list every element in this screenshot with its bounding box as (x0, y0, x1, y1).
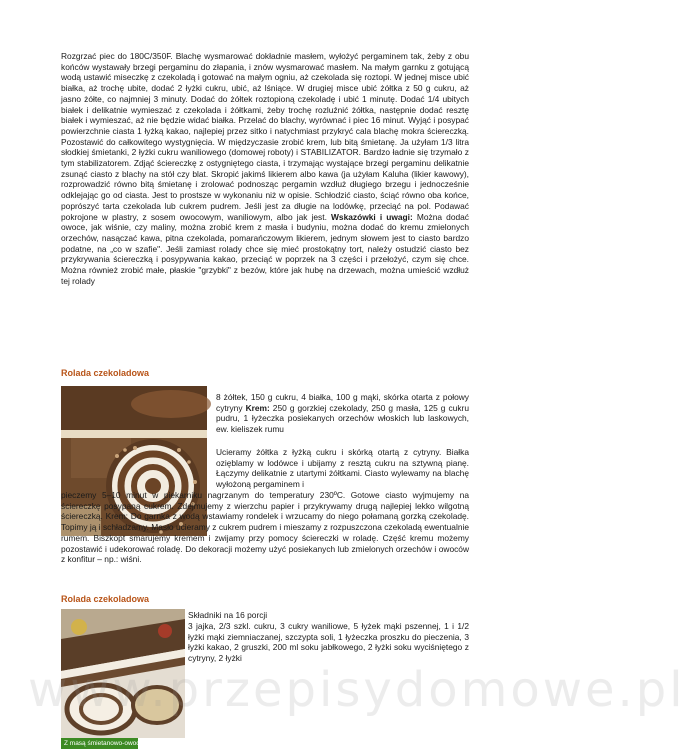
recipe-2-photo-caption: Z masą śmietanowo-owocową (61, 738, 138, 749)
recipe-2-servings: Składniki na 16 porcji (188, 610, 268, 620)
recipe-1-cream-label: Krem: (245, 402, 270, 413)
intro-paragraph (61, 51, 469, 286)
recipe-1-ingredients (216, 392, 469, 435)
recipe-1-title: Rolada czekoladowa (61, 368, 150, 378)
tips-text: Można dodać owoce, jak wiśnie, czy maliny, można zrobić krem z masła i budyniu, można dodać do kremu zmielonych orzechów, nasączać kawa, pitna czekolada, pomarańczowym likierem, jednym słowem jest to ciasto bardzo podatne, na „co w szafie". Jeśli zamiast rolady chce się mieć prostokątny tort, należy ostudzić ciasto bez przykrywania ściereczką i posypywania kakao, przeciąć w poprzek na 3 części i przełożyć, czym się chce. Można również zrobić małe, płaskie "grzybki" z bezów, które jak hubę na drzewach, można umieścić wzdłuż tej rolady (61, 211, 469, 286)
recipe-2-ingredients: 3 jajka, 2/3 szkl. cukru, 3 cukry waniliowe, 5 łyżek mąki pszennej, 1 i 1/2 łyżki mąki ziemniaczanej, szczypta soli, 1 łyżeczka proszku do pieczenia, 3 łyżki kakao, 2 gruszki, 200 ml soku jabłkowego, 2 łyżki soku wyciśniętego z cytryny, 2 łyżki (188, 621, 469, 664)
watermark: www.przepisydomowe.pl (28, 662, 686, 718)
tips-label: Wskazówki i uwagi: (331, 211, 413, 222)
recipe-2-photo (61, 609, 185, 738)
recipe-1-ingredients-post: 250 g gorzkiej czekolady, 250 g masła, 125 g cukru pudru, 1 łyżeczka posiekanych orzechów włoskich lub laskowych, ew. kieliszek rumu (216, 402, 469, 435)
recipe-1-method-side: Ucieramy żółtka z łyżką cukru i skórką otartą z cytryny. Białka ozięblamy w lodówce i ubijamy z resztą cukru na sztywną pianę. Łączymy delikatnie z utartymi żółtkami. Ciasto wylewamy na blachę wyłożoną pergaminem i (216, 447, 469, 490)
recipe-1-ingredients-pre: 8 żółtek, 150 g cukru, 4 białka, 100 g mąki, skórka otarta z połowy cytryny (216, 392, 469, 413)
recipe-1-method: pieczemy 5–10 minut w piekarniku nagrzanym do temperatury 230ºC. Gotowe ciasto wyjmujemy na ściereczkę posypaną cukrem. Zdejmujemy z wierzchu papier i przykrywamy drugą najlepiej lekko wilgotną ściereczką. Krem: Do garnka z wodą wstawiamy rondelek i wrzucamy do niego połamaną gorzką czekoladę. Topimy ją i schładzamy. Masło ucieramy z cukrem pudrem i mieszamy z rozpuszczona czekoladą ewentualnie rumem. Biszkopt smarujemy kremem i zwijamy przy pomocy ściereczki w roladę. Część kremu możemy pozostawić i udekorować roladę. Do dekoracji możemy użyć posiekanych lub zmielonych orzechów i owoców z konfitur – np.: wiśni. (61, 490, 469, 565)
intro-text: Rozgrzać piec do 180C/350F. Blachę wysmarować dokładnie masłem, wyłożyć pergaminem tak, żeby z obu końców wystawały brzegi pergaminu do złapania, i znów wysmarować masłem. Na małym garnku z gotującą wodą ustawić miseczkę z czekoladą i gotować na małym ogniu, aż czekolada się roztopi. W jednej misce ubić białka, aż trochę ubite, dodać 2 łyżki cukru, ubić, aż lśniące. W drugiej misce ubić żółtka z 50 g cukru, aż jasno żółte, co najmniej 3 minuty. Dodać do żółtek roztopioną czekoladę i ubić 1 minutę. Dodać 1/4 ubitych białek i delikatnie wymieszać z czekolada i żółtkami, żeby trochę rozluźnić żółtka, następnie dodać resztę białek i wymieszać, aż nie będzie widać białka. Przelać do blachy, wyrównać i piec 16 minut. Wyjąć i posypać powierzchnie ciasta 1 łyżką kakao, najlepiej przez sitko i natychmiast przykryć cala blachę mokra ściereczką. Pozostawić do całkowitego wystygnięcia. W międzyczasie zrobić krem, lub bitą śmietanę. Ja użyłam 1/3 litra słodkiej śmietanki, 2 łyżki cukru waniliowego (domowej roboty) i STABILIZATOR. Bardzo ładnie się trzymało z tym stabilizatorem. Zdjąć ściereczkę z ostygniętego ciasta, i trzymając wystające brzegi pergaminu delikatnie zsunąć ciasto z blachy na stół czy blat. Skropić jakimś likierem albo kawa (ja użyłam Kaluha (likier kawowy), rozprowadzić równo bitą śmietanę i zrolować podnosząc pergamin wzdłuż długiego brzegu i jednocześnie odklejając go od ciasta. Jest to prostsze w wykonaniu niż w opisie. Schłodzić ciasto, ściąć równo oba końce, poprószyć tarta czekolada lub cukrem pudrem. Jeśli jest za długie na lodówkę, przeciąć na pol. Podawać pokrojone w plastry, z sosem owocowym, waniliowym, albo jak jest. (61, 51, 469, 222)
recipe-2-title: Rolada czekoladowa (61, 594, 150, 604)
